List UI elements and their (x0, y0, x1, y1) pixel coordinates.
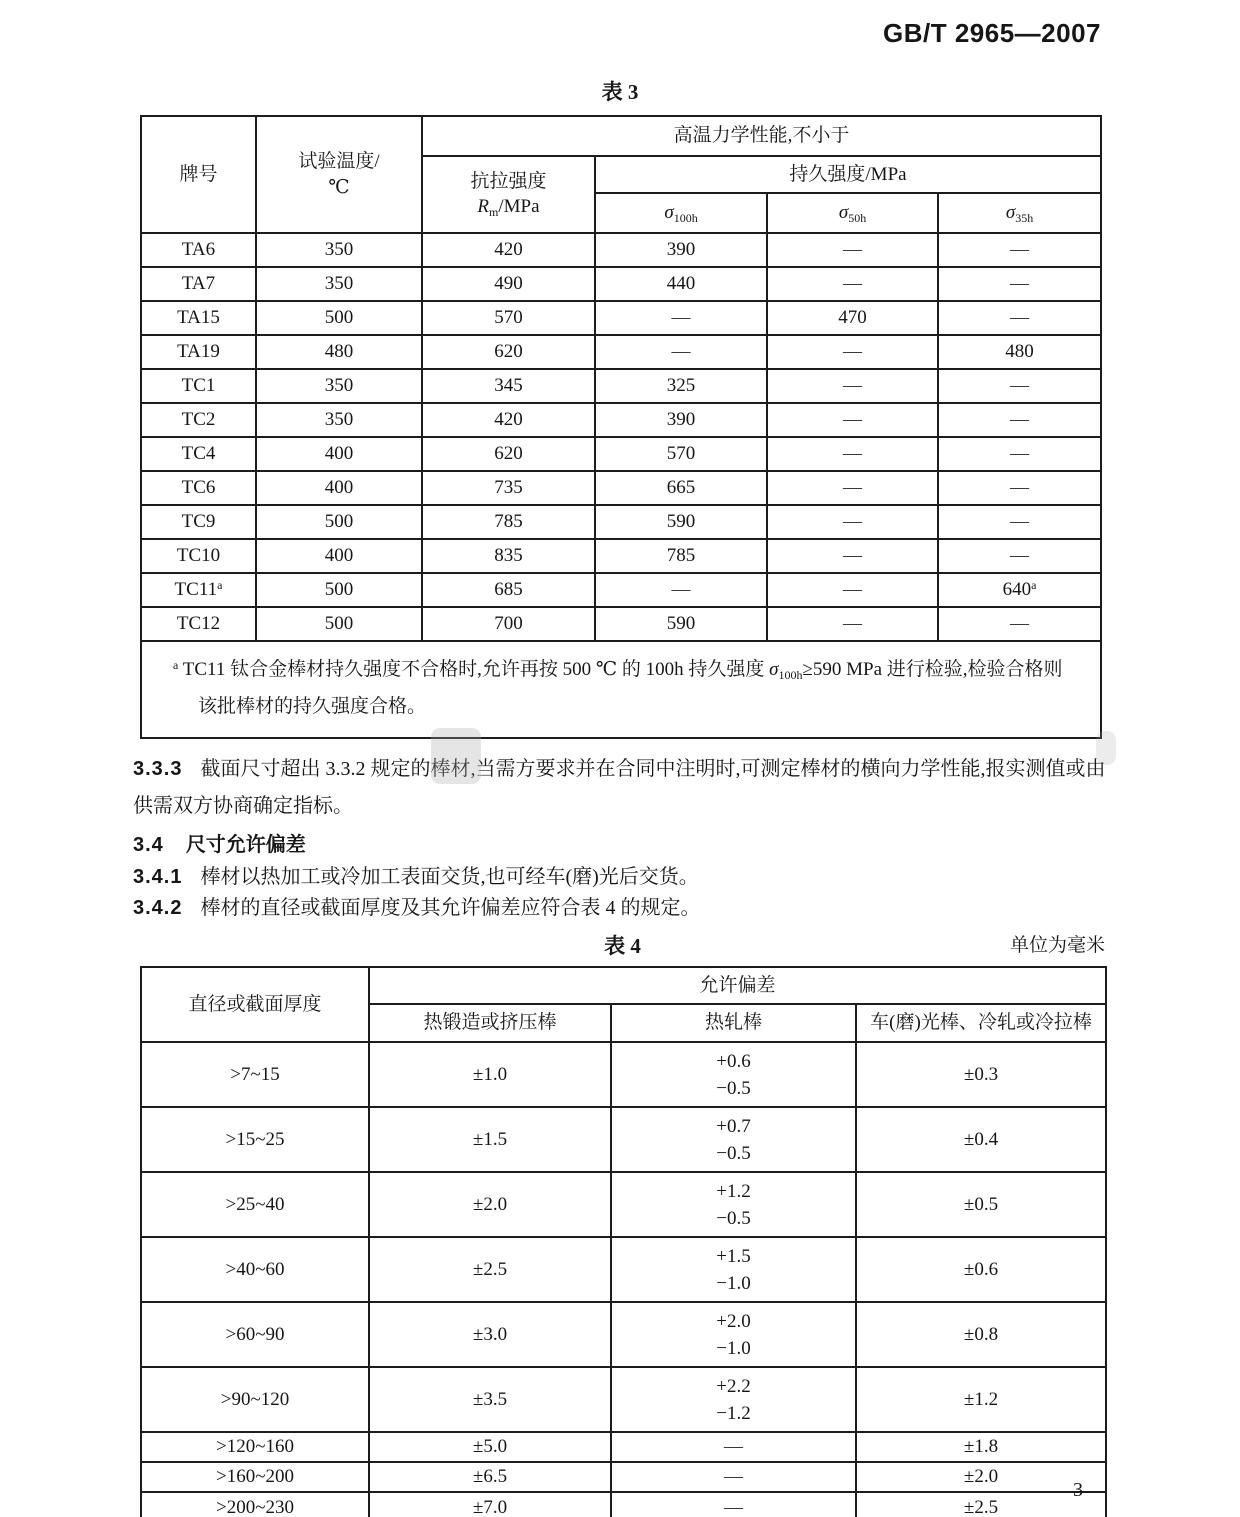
table3-cell-sigma35: — (938, 607, 1101, 641)
table3-cell-sigma50: — (767, 505, 938, 539)
clause-text: 截面尺寸超出 3.3.2 规定的棒材,当需方要求并在合同中注明时,可测定棒材的横向力学性能,报实测值或由供需双方协商确定指标。 (133, 758, 1106, 818)
footnote-marker: a (173, 658, 179, 672)
table4-cell-turned: ±0.8 (856, 1302, 1106, 1367)
table4-cell-range: >7~15 (141, 1042, 369, 1107)
tolerance-upper: +2.0 (716, 1310, 751, 1332)
table4-row (141, 1462, 1106, 1492)
table3-cell-tensile: 420 (422, 403, 595, 437)
table3-cell-tensile: 735 (422, 471, 595, 505)
table3-cell-sigma50: — (767, 607, 938, 641)
clause-number: 3.4.2 (133, 897, 183, 920)
table3-cell-tensile: 570 (422, 301, 595, 335)
table4-cell-forged: ±2.0 (369, 1172, 611, 1237)
table3-header-group: 高温力学性能,不小于 (422, 116, 1101, 156)
table4-cell-turned: ±0.6 (856, 1237, 1106, 1302)
table4-cell-range: >160~200 (141, 1462, 369, 1492)
table3-cell-sigma35: 640$^a$ (938, 573, 1101, 607)
table3-cell-temp: 500 (256, 573, 422, 607)
table3-cell-sigma35: — (938, 369, 1101, 403)
table3-cell-tensile: 835 (422, 539, 595, 573)
table3-cell-temp: 350 (256, 369, 422, 403)
table3-cell-temp: 400 (256, 471, 422, 505)
table3-header-grade: 牌号 (141, 116, 256, 233)
table3-cell-sigma100: 390 (595, 403, 767, 437)
footnote-marker: a (1031, 578, 1037, 593)
table4-cell-hot-rolled (611, 1367, 856, 1432)
table3-cell-grade: TC1 (141, 369, 256, 403)
table3-cell-sigma35: — (938, 539, 1101, 573)
table4-cell-range: >120~160 (141, 1432, 369, 1462)
table3-cell-sigma35: — (938, 505, 1101, 539)
clause-text: 棒材的直径或截面厚度及其允许偏差应符合表 4 的规定。 (200, 897, 701, 920)
table3-cell-grade: TA15 (141, 301, 256, 335)
table4 (140, 966, 1107, 1517)
table3-cell-grade: TC11$^a$ (141, 573, 256, 607)
table3-cell-sigma50: — (767, 369, 938, 403)
table3-cell-sigma100: 325 (595, 369, 767, 403)
table3-cell-sigma100: 570 (595, 437, 767, 471)
table4-header-group: 允许偏差 (369, 967, 1106, 1004)
table4-cell-hot-rolled (611, 1237, 856, 1302)
footnote-marker: a (217, 578, 223, 593)
table4-cell-forged: ±2.5 (369, 1237, 611, 1302)
table3-header-sigma-35h: $\sigma_{35h}$ (938, 193, 1101, 233)
table4-caption-row (140, 932, 1105, 960)
table3-row (141, 539, 1101, 573)
table4-header-hot-rolled: 热轧棒 (611, 1004, 856, 1042)
table3-cell-sigma100: — (595, 301, 767, 335)
table3-cell-sigma50: — (767, 403, 938, 437)
table4-row (141, 1367, 1106, 1432)
footnote-line-2: 该批棒材的持久强度合格。 (198, 696, 427, 718)
table3-cell-sigma35: — (938, 471, 1101, 505)
table3-cell-sigma35: — (938, 233, 1101, 267)
table3-cell-sigma50: — (767, 335, 938, 369)
table3-cell-grade: TC9 (141, 505, 256, 539)
table4-row (141, 1432, 1106, 1462)
table4-row (141, 1172, 1106, 1237)
tolerance-lower: −0.5 (716, 1142, 751, 1164)
table4-row (141, 1302, 1106, 1367)
clause-text: 棒材以热加工或冷加工表面交货,也可经车(磨)光后交货。 (200, 866, 699, 889)
table3-cell-tensile: 700 (422, 607, 595, 641)
tolerance-lower: −1.0 (716, 1272, 751, 1294)
table3-cell-sigma50: — (767, 573, 938, 607)
table3-cell-grade: TA7 (141, 267, 256, 301)
table4-cell-forged: ±6.5 (369, 1462, 611, 1492)
table3-cell-sigma50: — (767, 471, 938, 505)
table3-cell-tensile: 685 (422, 573, 595, 607)
clause-3-4-2 (133, 893, 1123, 924)
table4-cell-turned: ±0.4 (856, 1107, 1106, 1172)
tolerance-lower: −1.2 (716, 1402, 751, 1424)
page-number: 3 (1073, 1479, 1083, 1501)
table4-cell-forged: ±7.0 (369, 1492, 611, 1517)
table3-row (141, 301, 1101, 335)
tolerance-upper: +1.2 (716, 1180, 751, 1202)
table4-caption: 表 4 (604, 934, 641, 959)
table3-cell-temp: 480 (256, 335, 422, 369)
table3-row (141, 335, 1101, 369)
table4-cell-forged: ±1.0 (369, 1042, 611, 1107)
table3-header-sigma-50h: $\sigma_{50h}$ (767, 193, 938, 233)
scan-artifact (1096, 731, 1116, 765)
scan-artifact (431, 728, 481, 784)
table4-row (141, 1492, 1106, 1517)
table3-cell-temp: 400 (256, 539, 422, 573)
tolerance-lower: −1.0 (716, 1337, 751, 1359)
clause-number: 3.4.1 (133, 866, 183, 889)
table3-row (141, 607, 1101, 641)
table4-header-turned: 车(磨)光棒、冷轧或冷拉棒 (856, 1004, 1106, 1042)
table3-header-endurance: 持久强度/MPa (595, 156, 1101, 193)
table3-row (141, 267, 1101, 301)
table3-cell-grade: TC10 (141, 539, 256, 573)
table3-cell-grade: TC2 (141, 403, 256, 437)
table3-cell-temp: 350 (256, 403, 422, 437)
table3-caption: 表 3 (601, 80, 639, 104)
table3-cell-sigma100: 665 (595, 471, 767, 505)
table3-cell-sigma35: — (938, 403, 1101, 437)
table3 (140, 115, 1102, 739)
table3-row-tc11 (141, 573, 1101, 607)
standard-number: GB/T 2965—2007 (882, 18, 1101, 48)
table3-cell-sigma100: 785 (595, 539, 767, 573)
table4-row (141, 1042, 1106, 1107)
table3-cell-sigma50: — (767, 267, 938, 301)
table3-row (141, 471, 1101, 505)
table4-cell-turned: ±1.2 (856, 1367, 1106, 1432)
table3-cell-tensile: 345 (422, 369, 595, 403)
table3-cell-sigma35: — (938, 301, 1101, 335)
table4-cell-hot-rolled (611, 1107, 856, 1172)
table3-cell-temp: 500 (256, 301, 422, 335)
table4-header-forged: 热锻造或挤压棒 (369, 1004, 611, 1042)
table3-cell-sigma100: 440 (595, 267, 767, 301)
table4-cell-forged: ±3.5 (369, 1367, 611, 1432)
table4-cell-hot-rolled (611, 1042, 856, 1107)
table3-cell-sigma100: — (595, 335, 767, 369)
table3-cell-sigma35: — (938, 267, 1101, 301)
table3-header-sigma-100h: $\sigma_{100h}$ (595, 193, 767, 233)
table4-cell-range: >90~120 (141, 1367, 369, 1432)
table3-cell-grade: TA19 (141, 335, 256, 369)
table4-cell-hot-rolled: — (611, 1462, 856, 1492)
table3-cell-temp: 350 (256, 233, 422, 267)
table4-row (141, 1237, 1106, 1302)
clause-title: 尺寸允许偏差 (185, 834, 306, 857)
table3-cell-tensile: 490 (422, 267, 595, 301)
table3-cell-temp: 350 (256, 267, 422, 301)
table3-cell-sigma100: 590 (595, 607, 767, 641)
clauses-block (133, 751, 1123, 924)
table3-footnote (141, 641, 1101, 738)
table4-cell-turned: ±1.8 (856, 1432, 1106, 1462)
table3-cell-tensile: 620 (422, 335, 595, 369)
table4-cell-turned: ±0.3 (856, 1042, 1106, 1107)
clause-number: 3.3.3 (133, 758, 183, 781)
table3-row (141, 437, 1101, 471)
table4-cell-forged: ±3.0 (369, 1302, 611, 1367)
table3-cell-sigma100: 590 (595, 505, 767, 539)
table3-row (141, 505, 1101, 539)
table4-cell-hot-rolled (611, 1172, 856, 1237)
table3-cell-sigma35: — (938, 437, 1101, 471)
table4-cell-forged: ±1.5 (369, 1107, 611, 1172)
table3-row (141, 403, 1101, 437)
clause-3-3-3 (133, 751, 1123, 825)
table4-cell-range: >15~25 (141, 1107, 369, 1172)
clause-number: 3.4 (133, 834, 164, 857)
table3-cell-temp: 500 (256, 505, 422, 539)
table4-cell-turned: ±2.5 (856, 1492, 1106, 1517)
table3-header-tensile: 抗拉强度 $R_m$/MPa (422, 156, 595, 233)
unit-note: 单位为毫米 (1009, 935, 1105, 957)
table3-cell-sigma100: — (595, 573, 767, 607)
table3-cell-temp: 400 (256, 437, 422, 471)
table3-cell-sigma50: — (767, 539, 938, 573)
clause-3-4-heading (133, 828, 1123, 862)
table3-cell-tensile: 785 (422, 505, 595, 539)
table4-cell-turned: ±2.0 (856, 1462, 1106, 1492)
table3-footnote-row (141, 641, 1101, 738)
footnote-line-1: $^a$ TC11 钛合金棒材持久强度不合格时,允许再按 500 ℃ 的 100h 持久强度 $\sigma_{100h}\ge 590$ MPa 进行检验,检验合格则 (173, 658, 1063, 682)
table4-cell-forged: ±5.0 (369, 1432, 611, 1462)
table4-cell-range: >25~40 (141, 1172, 369, 1237)
table3-cell-sigma35: 480 (938, 335, 1101, 369)
table3-cell-sigma100: 390 (595, 233, 767, 267)
table3-cell-tensile: 420 (422, 233, 595, 267)
table4-row (141, 1107, 1106, 1172)
table3-cell-grade: TC4 (141, 437, 256, 471)
table4-cell-range: >60~90 (141, 1302, 369, 1367)
table3-header-row-1 (141, 116, 1101, 156)
table3-cell-grade: TC12 (141, 607, 256, 641)
table4-cell-range: >40~60 (141, 1237, 369, 1302)
table4-cell-turned: ±0.5 (856, 1172, 1106, 1237)
tolerance-lower: −0.5 (716, 1207, 751, 1229)
table3-cell-grade: TA6 (141, 233, 256, 267)
table3-cell-temp: 500 (256, 607, 422, 641)
table3-cell-sigma50: 470 (767, 301, 938, 335)
tolerance-upper: +0.7 (716, 1115, 751, 1137)
table3-row (141, 233, 1101, 267)
table3-cell-tensile: 620 (422, 437, 595, 471)
table3-cell-grade: TC6 (141, 471, 256, 505)
tolerance-upper: +2.2 (716, 1375, 751, 1397)
table3-header-test-temp: 试验温度/ ℃ (256, 116, 422, 233)
table4-cell-hot-rolled (611, 1302, 856, 1367)
tolerance-upper: +1.5 (716, 1245, 751, 1267)
table4-cell-hot-rolled: — (611, 1492, 856, 1517)
tolerance-lower: −0.5 (716, 1077, 751, 1099)
table4-cell-hot-rolled: — (611, 1432, 856, 1462)
table3-row (141, 369, 1101, 403)
table3-cell-sigma50: — (767, 437, 938, 471)
table3-cell-sigma50: — (767, 233, 938, 267)
table4-header-range: 直径或截面厚度 (141, 967, 369, 1042)
table4-header-row-1 (141, 967, 1106, 1004)
tolerance-upper: +0.6 (716, 1050, 751, 1072)
table4-cell-range: >200~230 (141, 1492, 369, 1517)
clause-3-4-1 (133, 862, 1123, 893)
